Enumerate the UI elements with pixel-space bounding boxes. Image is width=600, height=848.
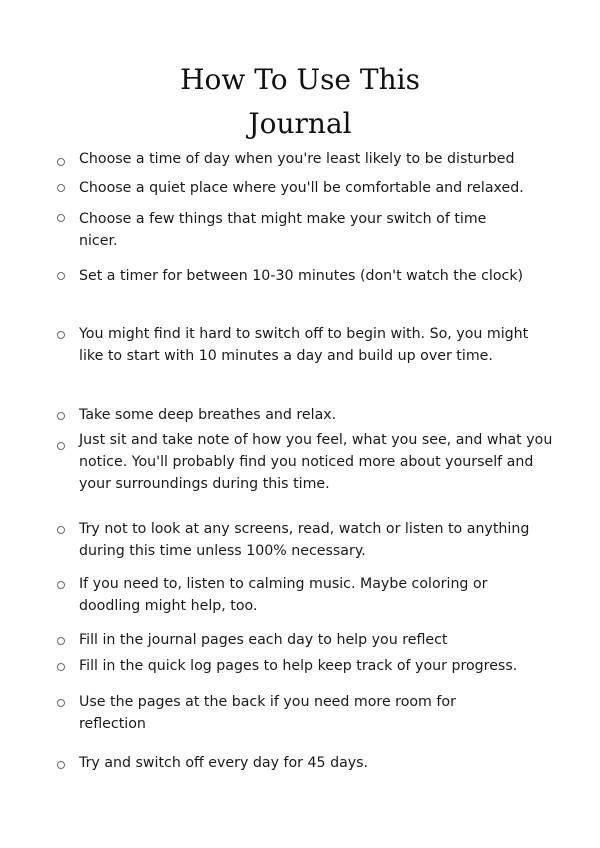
circle-bullet-icon [57,442,65,450]
circle-bullet-icon [57,158,65,166]
list-item-text: Just sit and take note of how you feel, what you see, and what you [79,432,553,448]
circle-bullet-icon [57,214,65,222]
list-item-text: If you need to, listen to calming music. Maybe coloring or [79,576,488,592]
circle-bullet-icon [57,272,65,280]
list-item-text: Try and switch off every day for 45 days. [79,755,369,771]
circle-bullet-icon [57,581,65,589]
list-item-text: You might find it hard to switch off to begin with. So, you might [79,326,529,342]
list-item-text: Choose a few things that might make your switch of time [79,211,487,227]
circle-bullet-icon [57,331,65,339]
circle-bullet-icon [57,637,65,645]
list-item-text: Fill in the journal pages each day to help you reflect [79,632,448,648]
circle-bullet-icon [57,761,65,769]
page-title-line-2: Journal [248,107,352,140]
circle-bullet-icon [57,699,65,707]
list-item-text: Fill in the quick log pages to help keep track of your progress. [79,658,518,674]
list-item-text: like to start with 10 minutes a day and build up over time. [79,348,493,364]
circle-bullet-icon [57,663,65,671]
list-item-text: reflection [79,716,146,732]
list-item-text: Try not to look at any screens, read, watch or listen to anything [79,521,530,537]
list-item-text: nicer. [79,233,118,249]
list-item-text: notice. You'll probably find you noticed more about yourself and [79,454,534,470]
circle-bullet-icon [57,526,65,534]
list-item-text: Choose a quiet place where you'll be comfortable and relaxed. [79,180,524,196]
list-item-text: during this time unless 100% necessary. [79,543,366,559]
list-item-text: Use the pages at the back if you need more room for [79,694,456,710]
circle-bullet-icon [57,184,65,192]
circle-bullet-icon [57,412,65,420]
list-item-text: Take some deep breathes and relax. [79,407,337,423]
list-item-text: Choose a time of day when you're least likely to be disturbed [79,151,515,167]
list-item-text: Set a timer for between 10-30 minutes (don't watch the clock) [79,268,524,284]
page-title-line-1: How To Use This [180,63,420,96]
list-item-text: doodling might help, too. [79,598,258,614]
list-item-text: your surroundings during this time. [79,476,330,492]
